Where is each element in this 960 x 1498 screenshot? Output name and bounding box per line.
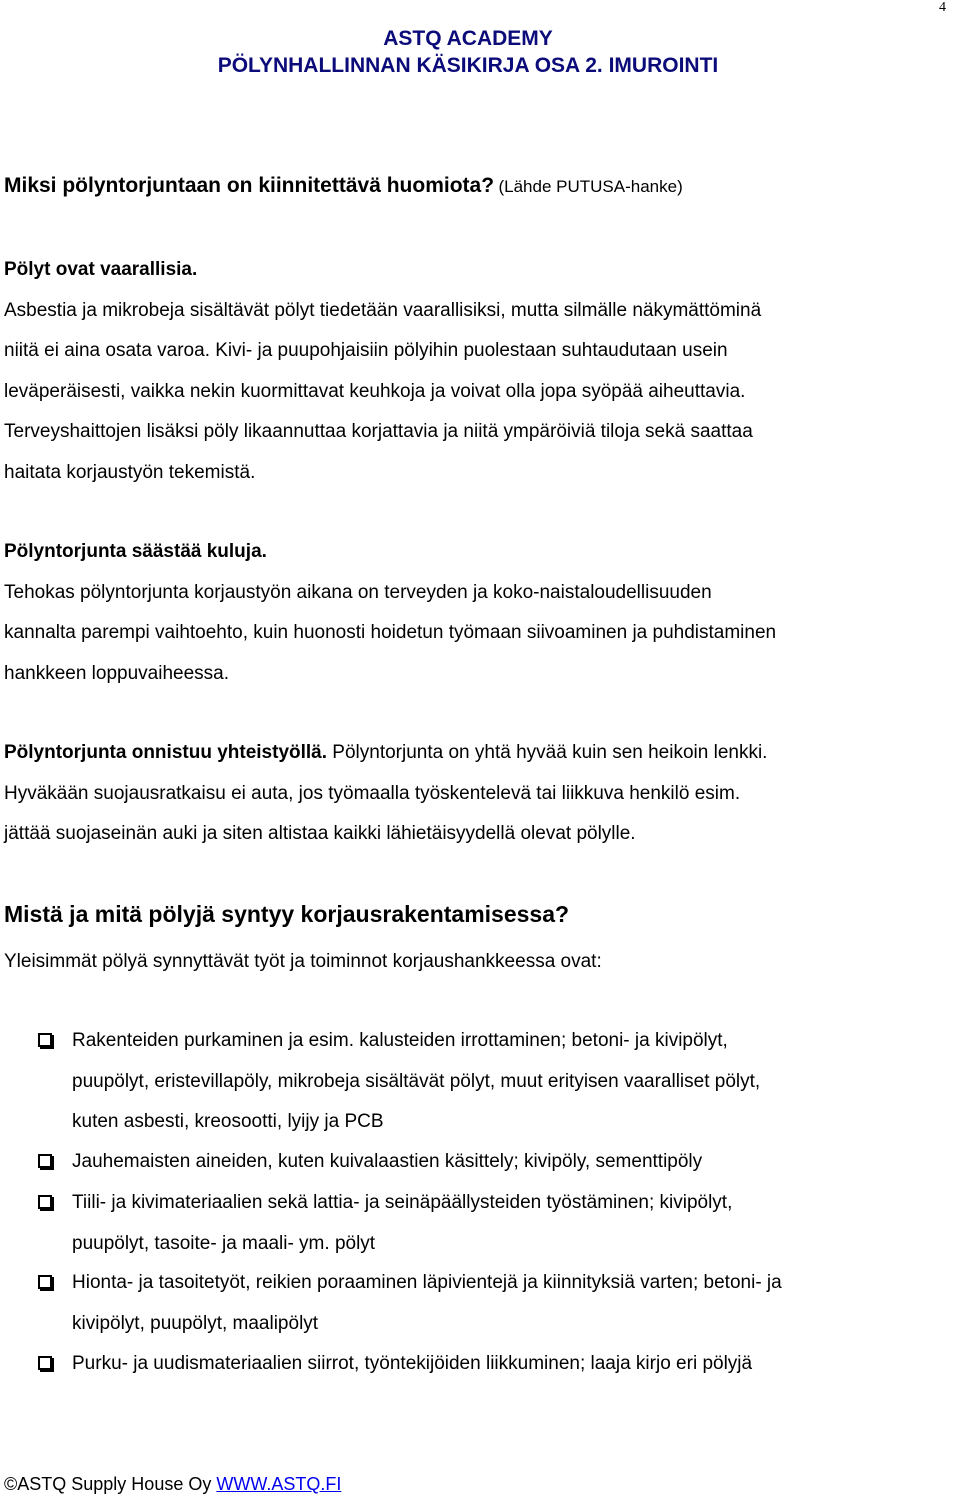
section2-intro: Yleisimmät pölyä synnyttävät työt ja toiminnot korjaushankkeessa ovat: — [4, 951, 602, 972]
paragraph-line: haitata korjaustyön tekemistä. — [4, 461, 256, 483]
checkbox-icon — [38, 1275, 52, 1289]
paragraph-line: leväperäisesti, vaikka nekin kuormittavat keuhkoja ja voivat olla jopa syöpää aiheuttavia. — [4, 380, 746, 402]
checkbox-icon — [38, 1154, 52, 1168]
list-item-line: Rakenteiden purkaminen ja esim. kalusteiden irrottaminen; betoni- ja kivipölyt, — [72, 1030, 728, 1051]
paragraph-line: kannalta parempi vaihtoehto, kuin huonosti hoidetun työmaan siivoaminen ja puhdistaminen — [4, 622, 777, 643]
paragraph-cooperation — [4, 733, 954, 855]
footer — [4, 1474, 341, 1495]
list-item — [38, 1344, 958, 1385]
list-item-line: kivipölyt, puupölyt, maalipölyt — [72, 1312, 319, 1334]
list-item-line: Purku- ja uudismateriaalien siirrot, työntekijöiden liikkuminen; laaja kirjo eri pölyjä — [72, 1353, 753, 1374]
paragraph-line: Terveyshaittojen lisäksi pöly likaannuttaa korjattavia ja niitä ympäröiviä tiloja sekä saattaa — [4, 421, 753, 442]
list-item-line: puupölyt, tasoite- ja maali- ym. pölyt — [72, 1232, 376, 1254]
paragraph-heading: Pölyt ovat vaarallisia. — [4, 259, 198, 280]
section1-heading — [4, 174, 683, 198]
paragraph-line: niitä ei aina osata varoa. Kivi- ja puupohjaisiin pölyihin puolestaan suhtaudutaan usein — [4, 340, 728, 361]
section1-source: (Lähde PUTUSA-hanke) — [498, 177, 683, 196]
list-item-line: Tiili- ja kivimateriaalien sekä lattia- ja seinäpäällysteiden työstäminen; kivipölyt, — [72, 1192, 733, 1213]
page-number: 4 — [939, 0, 946, 15]
list-item — [38, 1142, 958, 1183]
list-item-line: Jauhemaisten aineiden, kuten kuivalaastien käsittely; kivipöly, sementtipöly — [72, 1151, 703, 1172]
list-item-line: Hionta- ja tasoitetyöt, reikien poraaminen läpivientejä ja kiinnityksiä varten; betoni- ja — [72, 1272, 782, 1293]
paragraph-line: Pölyntorjunta on yhtä hyvää kuin sen heikoin lenkki. — [327, 742, 768, 763]
footer-copyright: ©ASTQ Supply House Oy — [4, 1474, 212, 1494]
paragraph-saves-costs — [4, 532, 954, 694]
list-item — [38, 1183, 958, 1264]
list-item — [38, 1021, 958, 1143]
header-handbook-title: PÖLYNHALLINNAN KÄSIKIRJA OSA 2. IMUROINTI — [217, 54, 719, 77]
section2-title: Mistä ja mitä pölyjä syntyy korjausrakentamisessa? — [4, 901, 570, 927]
paragraph-line: Tehokas pölyntorjunta korjaustyön aikana on terveyden ja koko-naistaloudellisuuden — [4, 581, 712, 603]
list-item — [38, 1263, 958, 1344]
header-academy: ASTQ ACADEMY — [383, 27, 553, 50]
paragraph-heading: Pölyntorjunta säästää kuluja. — [4, 541, 267, 562]
paragraph-heading: Pölyntorjunta onnistuu yhteistyöllä. — [4, 742, 328, 763]
checkbox-icon — [38, 1033, 52, 1047]
checkbox-icon — [38, 1356, 52, 1370]
paragraph-first-line — [4, 733, 954, 774]
paragraph-line: hankkeen loppuvaiheessa. — [4, 662, 230, 684]
section1-title: Miksi pölyntorjuntaan on kiinnitettävä huomiota? — [4, 174, 495, 197]
paragraph-dust-dangerous — [4, 250, 954, 493]
list-item-line: puupölyt, eristevillapöly, mikrobeja sisältävät pölyt, muut erityisen vaaralliset pölyt, — [72, 1070, 761, 1092]
list-item-line: kuten asbesti, kreosootti, lyijy ja PCB — [72, 1111, 384, 1132]
checkbox-icon — [38, 1195, 52, 1209]
footer-website-link[interactable]: WWW.ASTQ.FI — [216, 1474, 342, 1494]
paragraph-line: jättää suojaseinän auki ja siten altistaa kaikki lähietäisyydellä olevat pölylle. — [4, 823, 636, 844]
paragraph-line: Hyväkään suojausratkaisu ei auta, jos työmaalla työskentelevä tai liikkuva henkilö esim. — [4, 782, 741, 804]
paragraph-line: Asbestia ja mikrobeja sisältävät pölyt tiedetään vaarallisiksi, mutta silmälle näkymättöminä — [4, 299, 762, 321]
